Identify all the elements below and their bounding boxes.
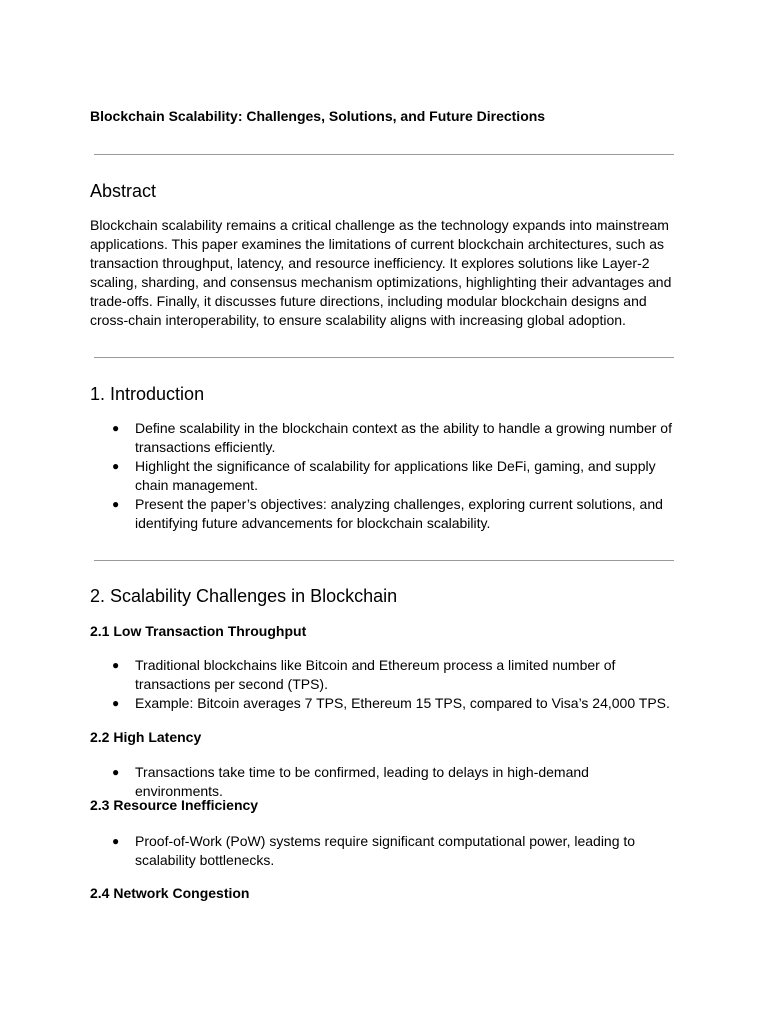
list-item [90, 763, 680, 801]
list-item [90, 832, 680, 870]
abstract-text: Blockchain scalability remains a critical challenge as the technology expands into mainstream applications. This paper examines the limitations of current blockchain architectures, such as transaction throughput, latency, and resource inefficiency. It explores solutions like Layer-2 scaling, sharding, and consensus mechanism optimizations, highlighting their advantages and trade-offs. Finally, it discusses future directions, including modular blockchain designs and cross-chain interoperability, to ensure scalability aligns with increasing global adoption. [90, 217, 672, 328]
list-item [90, 419, 680, 457]
bullet-icon: ● [112, 421, 120, 435]
list-item [90, 495, 680, 533]
subsection-heading-latency: 2.2 High Latency [90, 729, 202, 745]
section-divider [94, 560, 674, 561]
list-item-text: Example: Bitcoin averages 7 TPS, Ethereum 15 TPS, compared to Visa’s 24,000 TPS. [135, 695, 670, 711]
list-item [90, 694, 680, 713]
list-item [90, 457, 680, 495]
bullet-icon: ● [112, 497, 120, 511]
list-item-text: Present the paper’s objectives: analyzing challenges, exploring current solutions, and identifying future advancements for blockchain scalability. [135, 496, 663, 531]
section-divider [94, 154, 674, 155]
abstract-heading: Abstract [90, 181, 157, 201]
subsection-heading-throughput: 2.1 Low Transaction Throughput [90, 623, 307, 639]
bullet-icon: ● [112, 834, 120, 848]
throughput-list [90, 656, 680, 713]
list-item-text: Highlight the significance of scalability for applications like DeFi, gaming, and supply chain management. [135, 458, 656, 493]
resource-list [90, 832, 680, 870]
introduction-list [90, 419, 680, 533]
bullet-icon: ● [112, 658, 120, 672]
subsection-heading-congestion: 2.4 Network Congestion [90, 885, 250, 901]
subsection-heading-resource: 2.3 Resource Inefficiency [90, 797, 259, 813]
list-item-text: Proof-of-Work (PoW) systems require significant computational power, leading to scalability bottlenecks. [135, 833, 636, 868]
list-item-text: Transactions take time to be confirmed, leading to delays in high-demand environments. [135, 764, 589, 799]
challenges-heading: 2. Scalability Challenges in Blockchain [90, 586, 398, 606]
list-item [90, 656, 680, 694]
bullet-icon: ● [112, 765, 120, 779]
bullet-icon: ● [112, 459, 120, 473]
bullet-icon: ● [112, 696, 120, 710]
introduction-heading: 1. Introduction [90, 384, 205, 404]
list-item-text: Define scalability in the blockchain context as the ability to handle a growing number of transactions efficiently. [135, 420, 672, 455]
section-divider [94, 357, 674, 358]
list-item-text: Traditional blockchains like Bitcoin and Ethereum process a limited number of transactions per second (TPS). [135, 657, 616, 692]
document-title: Blockchain Scalability: Challenges, Solutions, and Future Directions [90, 108, 546, 124]
latency-list [90, 763, 680, 801]
